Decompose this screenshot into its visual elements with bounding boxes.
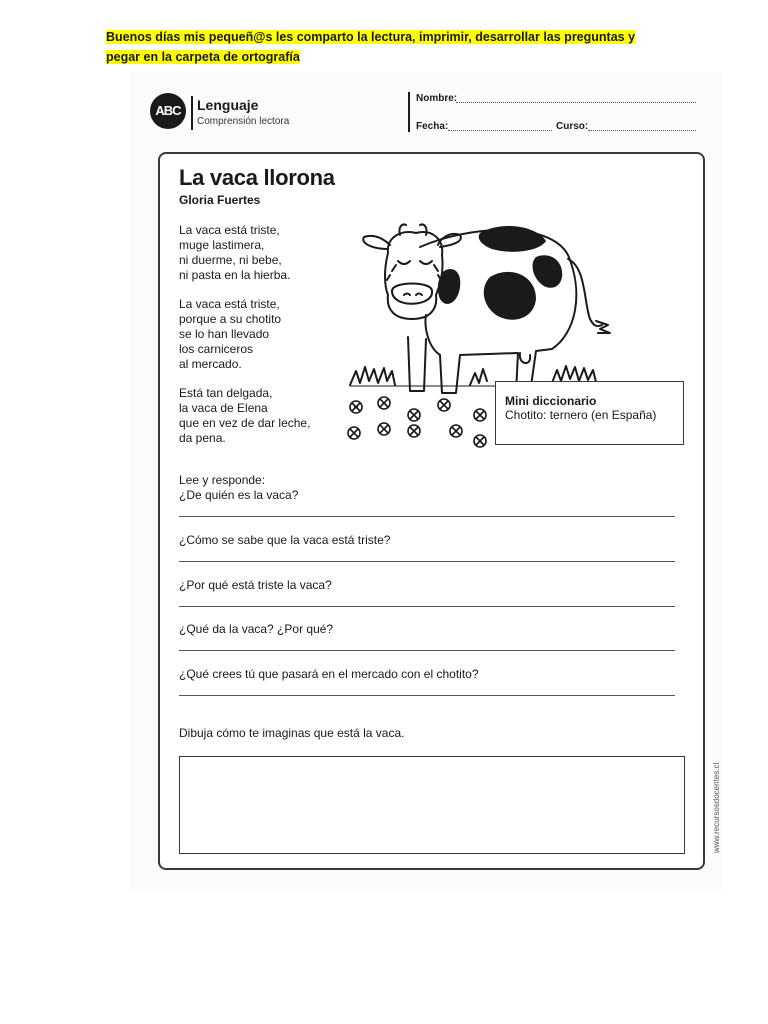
poem-stanza-2	[179, 297, 281, 372]
poem-line: se lo han llevado	[179, 327, 270, 341]
poem-line: porque a su chotito	[179, 312, 282, 326]
drawing-prompt: Dibuja cómo te imaginas que está la vaca.	[179, 726, 405, 740]
poem-line: Está tan delgada,	[179, 386, 273, 400]
date-label: Fecha:	[416, 121, 449, 132]
subject-title: Lenguaje	[197, 97, 259, 113]
fields-divider	[408, 92, 410, 132]
date-field[interactable]	[448, 130, 552, 131]
poem-line: al mercado.	[179, 357, 242, 371]
course-label: Curso:	[556, 121, 589, 132]
drawing-box[interactable]	[179, 756, 685, 854]
poem-line: los carniceros	[179, 342, 254, 356]
mini-dictionary-box	[495, 381, 684, 445]
poem-stanza-1	[179, 223, 290, 283]
question-2: ¿Cómo se sabe que la vaca está triste?	[179, 533, 391, 547]
question-5: ¿Qué crees tú que pasará en el mercado con el chotito?	[179, 667, 479, 681]
poem-line: ni pasta en la hierba.	[179, 268, 291, 282]
poem-line: muge lastimera,	[179, 238, 265, 252]
poem-line: ni duerme, ni bebe,	[179, 253, 282, 267]
abc-logo-icon: ABC	[150, 93, 186, 129]
answer-line-3[interactable]	[179, 606, 675, 607]
poem-title: La vaca llorona	[179, 165, 335, 190]
poem-line: La vaca está triste,	[179, 297, 280, 311]
answer-line-5[interactable]	[179, 695, 675, 696]
watermark: www.recursosdocentes.cl	[712, 762, 721, 853]
intro-note: Buenos días mis pequeñ@s les comparto la lectura, imprimir, desarrollar las preguntas y pegar en la carpeta de ortografía	[106, 30, 636, 64]
answer-line-1[interactable]	[179, 516, 675, 517]
poem-author: Gloria Fuertes	[179, 193, 261, 207]
header-divider	[191, 96, 193, 130]
poem-stanza-3	[179, 386, 310, 446]
name-label: Nombre:	[416, 93, 458, 104]
mini-dictionary-title: Mini diccionario	[505, 394, 597, 408]
poem-line: da pena.	[179, 431, 226, 445]
course-field[interactable]	[588, 130, 696, 131]
poem-line: La vaca está triste,	[179, 223, 280, 237]
question-4: ¿Qué da la vaca? ¿Por qué?	[179, 622, 334, 636]
questions-instruction: Lee y responde:	[179, 473, 266, 487]
question-3: ¿Por qué está triste la vaca?	[179, 578, 332, 592]
answer-line-2[interactable]	[179, 561, 675, 562]
name-field[interactable]	[456, 102, 696, 103]
answer-line-4[interactable]	[179, 650, 675, 651]
poem-line: la vaca de Elena	[179, 401, 268, 415]
poem-line: que en vez de dar leche,	[179, 416, 311, 430]
mini-dictionary-entry: Chotito: ternero (en España)	[505, 408, 657, 422]
subject-subtitle: Comprensión lectora	[197, 116, 290, 127]
question-1: ¿De quién es la vaca?	[179, 488, 299, 502]
